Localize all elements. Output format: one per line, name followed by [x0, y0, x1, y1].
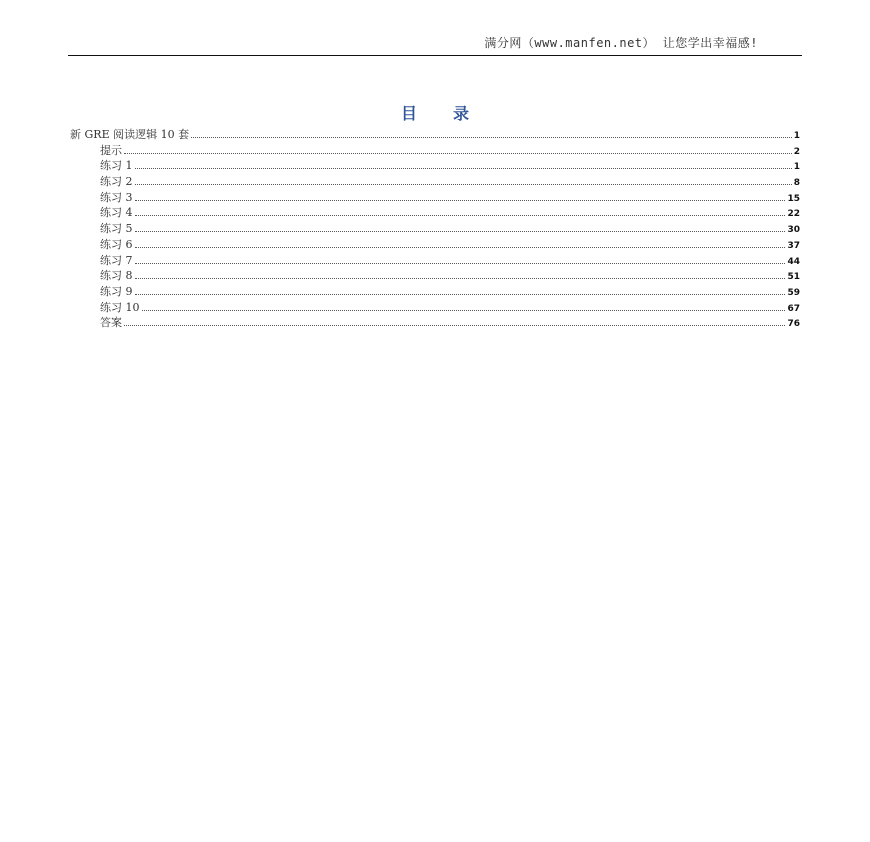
toc-dot-leader — [135, 294, 786, 295]
toc-title: 目录 — [400, 104, 505, 123]
toc-entry-page: 59 — [787, 287, 800, 298]
toc-entry-page: 30 — [787, 225, 800, 236]
toc-entry[interactable] — [70, 143, 800, 159]
header-text: 满分网（www.manfen.net） 让您学出幸福感! — [484, 36, 758, 50]
toc-entry-page: 37 — [787, 240, 800, 251]
toc-dot-leader — [191, 137, 792, 138]
toc-entry-label: 练习 6 — [100, 237, 133, 251]
toc-dot-leader — [135, 247, 786, 248]
toc-entry-page: 1 — [793, 131, 800, 141]
toc-dot-leader — [135, 184, 792, 185]
toc-entry[interactable] — [70, 268, 800, 284]
toc-entry-label: 练习 2 — [100, 175, 133, 189]
toc-entry[interactable] — [70, 158, 800, 174]
page-header — [68, 34, 802, 56]
toc-entry-label: 练习 3 — [100, 190, 133, 204]
toc-dot-leader — [135, 168, 792, 169]
table-of-contents — [70, 127, 800, 331]
toc-entry[interactable] — [70, 127, 800, 143]
toc-entry[interactable] — [70, 253, 800, 269]
toc-entry[interactable] — [70, 190, 800, 206]
toc-entry-label: 练习 10 — [100, 300, 140, 314]
toc-entry[interactable] — [70, 221, 800, 237]
toc-entry[interactable] — [70, 174, 800, 190]
toc-dot-leader — [124, 325, 785, 326]
toc-entry[interactable] — [70, 300, 800, 316]
toc-entry-label: 练习 8 — [100, 269, 133, 283]
toc-entry-page: 44 — [787, 256, 800, 267]
toc-entry-label: 练习 5 — [100, 222, 133, 236]
toc-dot-leader — [135, 231, 786, 232]
toc-entry-label: 练习 9 — [100, 284, 133, 298]
toc-dot-leader — [135, 263, 786, 264]
toc-dot-leader — [142, 310, 786, 311]
toc-dot-leader — [135, 200, 786, 201]
toc-entry-page: 8 — [793, 178, 800, 189]
toc-entry-label: 练习 1 — [100, 159, 133, 173]
toc-entry-label: 提示 — [100, 143, 122, 157]
toc-entry-page: 2 — [793, 146, 800, 157]
toc-dot-leader — [135, 278, 786, 279]
toc-entry-label: 练习 4 — [100, 206, 133, 220]
toc-entry-page: 76 — [787, 319, 800, 330]
toc-dot-leader — [124, 153, 792, 154]
toc-entry-page: 15 — [787, 193, 800, 204]
toc-entry-label: 练习 7 — [100, 253, 133, 267]
toc-entry[interactable] — [70, 237, 800, 253]
toc-entry-page: 1 — [793, 162, 800, 173]
toc-entry-page: 51 — [787, 272, 800, 283]
toc-entry-label: 答案 — [100, 316, 122, 330]
toc-entry[interactable] — [70, 315, 800, 331]
toc-entry-label: 新 GRE 阅读逻辑 10 套 — [70, 128, 190, 141]
toc-entry[interactable] — [70, 284, 800, 300]
toc-entry-page: 22 — [787, 209, 800, 220]
toc-entry[interactable] — [70, 205, 800, 221]
toc-entry-page: 67 — [787, 303, 800, 314]
toc-dot-leader — [135, 215, 786, 216]
